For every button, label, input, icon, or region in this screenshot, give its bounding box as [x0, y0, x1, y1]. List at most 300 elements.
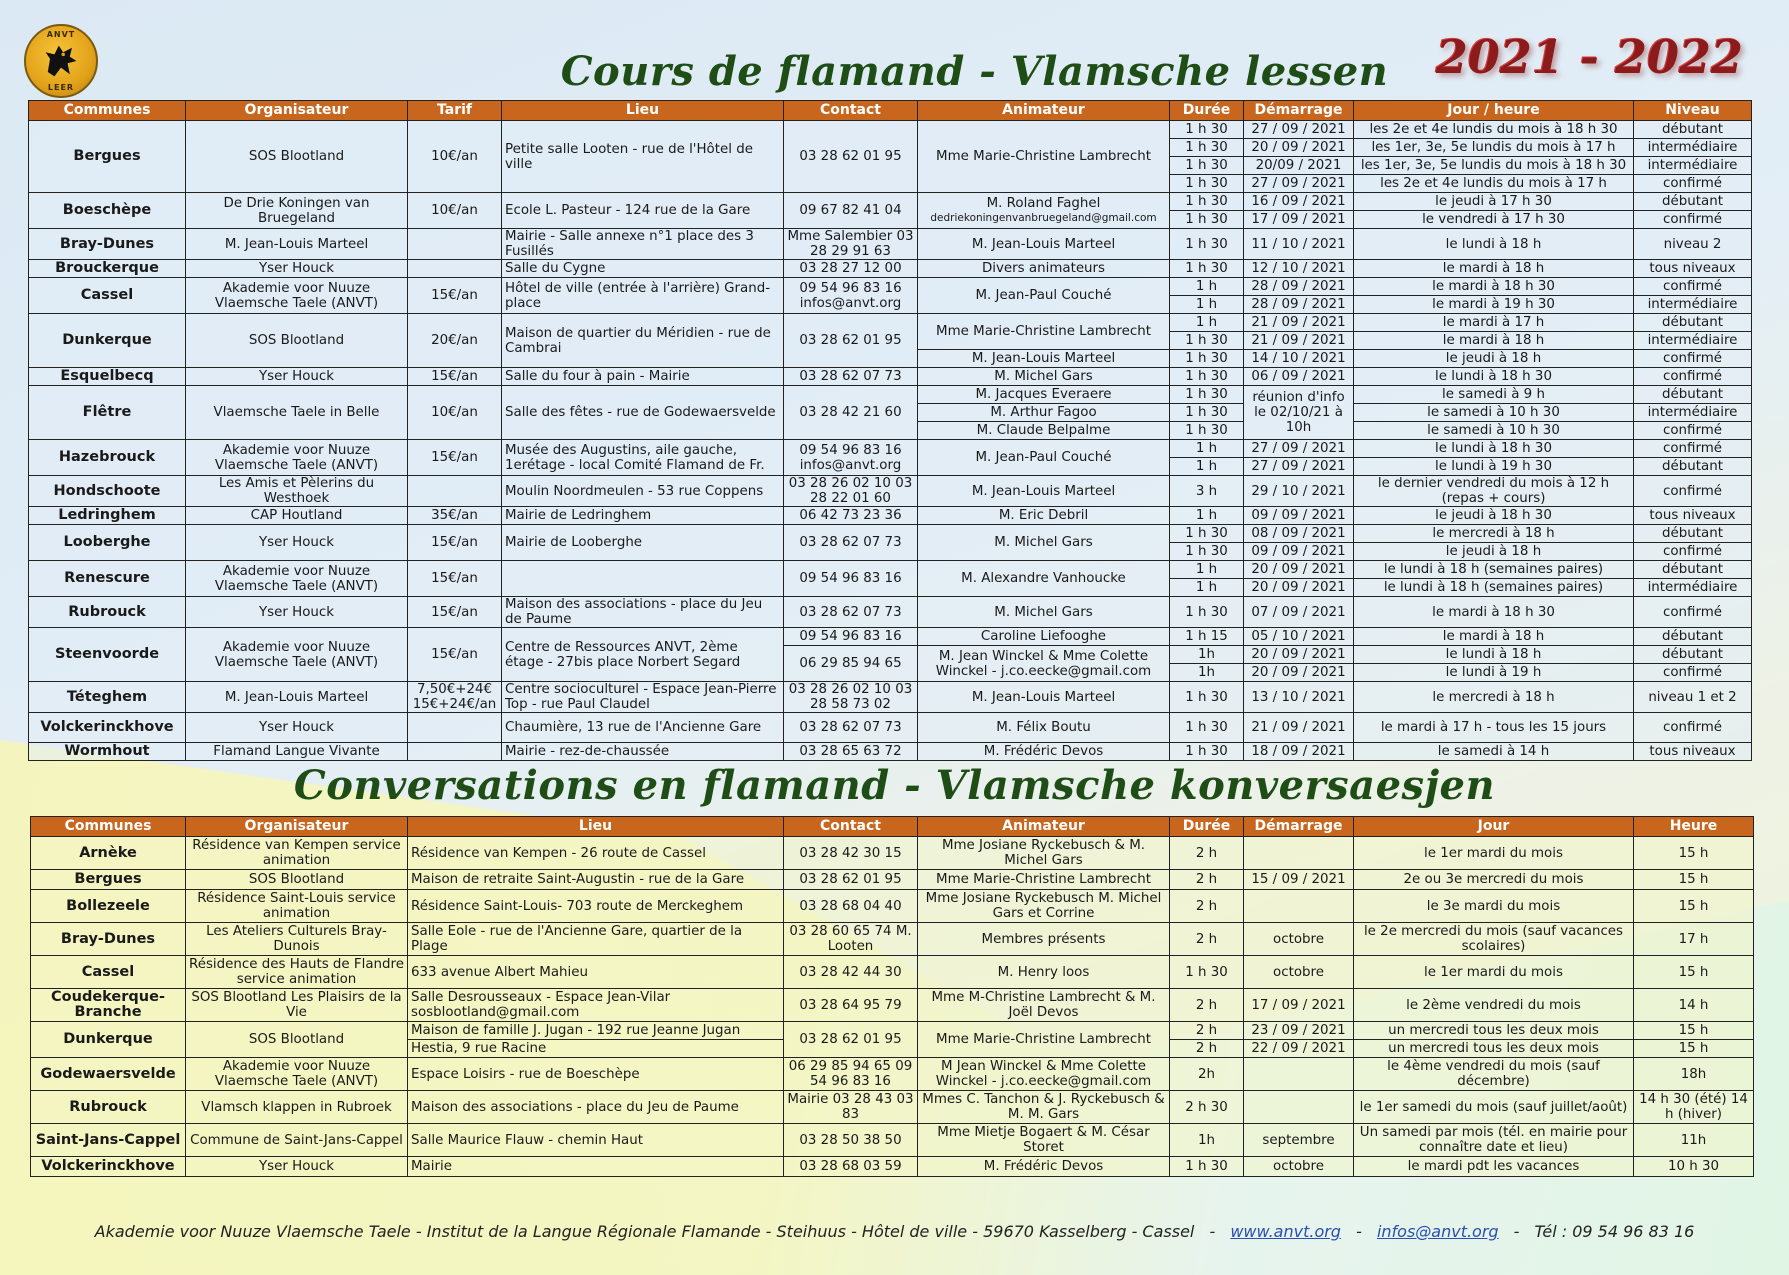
animateur-cell: M. Jean-Louis Marteel [918, 476, 1170, 507]
duree-cell: 1 h [1170, 314, 1244, 332]
commune-cell: Rubrouck [31, 1091, 186, 1124]
organisateur-cell: Akademie voor Nuuze Vlaemsche Taele (ANVT) [186, 628, 408, 682]
niveau-cell: confirmé [1634, 422, 1752, 440]
duree-cell: 1 h 30 [1170, 422, 1244, 440]
jour-cell: le 3e mardi du mois [1354, 890, 1634, 923]
lieu-cell: Mairie - rez-de-chaussée [502, 743, 784, 761]
jour-heure-cell: le mardi à 19 h 30 [1354, 296, 1634, 314]
table-row [29, 507, 1752, 525]
duree-cell: 1 h [1170, 440, 1244, 458]
niveau-cell: niveau 1 et 2 [1634, 682, 1752, 713]
duree-cell: 2 h [1170, 1022, 1244, 1040]
organisateur-cell: Yser Houck [186, 1157, 408, 1177]
jour-heure-cell: le lundi à 18 h (semaines paires) [1354, 561, 1634, 579]
demarrage-cell: 07 / 09 / 2021 [1244, 597, 1354, 628]
niveau-cell: tous niveaux [1634, 260, 1752, 278]
organisateur-cell: Vlamsch klappen in Rubroek [186, 1091, 408, 1124]
contact-cell: 03 28 62 01 95 [784, 870, 918, 890]
niveau-cell: confirmé [1634, 543, 1752, 561]
commune-cell: Hazebrouck [29, 440, 186, 476]
animateur-cell: M. Jean-Louis Marteel [918, 229, 1170, 260]
table-row [31, 1157, 1754, 1177]
duree-cell: 1 h 30 [1170, 229, 1244, 260]
jour-heure-cell: les 2e et 4e lundis du mois à 18 h 30 [1354, 121, 1634, 139]
duree-cell: 1 h 30 [1170, 368, 1244, 386]
commune-cell: Brouckerque [29, 260, 186, 278]
duree-cell: 3 h [1170, 476, 1244, 507]
organisateur-cell: Akademie voor Nuuze Vlaemsche Taele (ANVT) [186, 278, 408, 314]
contact-cell: 03 28 62 01 95 [784, 121, 918, 193]
niveau-cell: débutant [1634, 628, 1752, 646]
table-row [29, 476, 1752, 507]
animateur-cell: Caroline Liefooghe [918, 628, 1170, 646]
lieu-cell: Résidence van Kempen - 26 route de Cassel [408, 837, 784, 870]
demarrage-cell: 17 / 09 / 2021 [1244, 211, 1354, 229]
table-row [29, 278, 1752, 296]
duree-cell: 1 h 30 [1170, 713, 1244, 743]
contact-cell: 09 67 82 41 04 [784, 193, 918, 229]
contact-cell: 03 28 62 01 95 [784, 1022, 918, 1058]
contact-cell: 03 28 60 65 74 M. Looten [784, 923, 918, 956]
niveau-cell: confirmé [1634, 278, 1752, 296]
duree-cell: 1 h 30 [1170, 350, 1244, 368]
jour-cell: le 4ème vendredi du mois (sauf décembre) [1354, 1058, 1634, 1091]
footer-phone: Tél : 09 54 96 83 16 [1534, 1222, 1695, 1241]
demarrage-cell: 20 / 09 / 2021 [1244, 664, 1354, 682]
animateur-cell: Mmes C. Tanchon & J. Ryckebusch & M. M. Gars [918, 1091, 1170, 1124]
tarif-cell [408, 713, 502, 743]
column-header: Durée [1170, 817, 1244, 837]
niveau-cell: confirmé [1634, 597, 1752, 628]
organisateur-cell: Résidence des Hauts de Flandre service animation [186, 956, 408, 989]
duree-cell: 1 h 15 [1170, 628, 1244, 646]
demarrage-cell: 27 / 09 / 2021 [1244, 121, 1354, 139]
tarif-cell: 15€/an [408, 440, 502, 476]
demarrage-cell: 20 / 09 / 2021 [1244, 139, 1354, 157]
niveau-cell: débutant [1634, 458, 1752, 476]
demarrage-cell [1244, 837, 1354, 870]
jour-heure-cell: le jeudi à 18 h 30 [1354, 507, 1634, 525]
table-row [31, 956, 1754, 989]
commune-cell: Flêtre [29, 386, 186, 440]
lieu-cell: Maison des associations - place du Jeu de Paume [408, 1091, 784, 1124]
animateur-cell: M. Michel Gars [918, 368, 1170, 386]
duree-cell: 1 h [1170, 296, 1244, 314]
lieu-cell: Maison de retraite Saint-Augustin - rue de la Gare [408, 870, 784, 890]
organisateur-cell: Résidence van Kempen service animation [186, 837, 408, 870]
table-row [29, 682, 1752, 713]
column-header: Animateur [918, 101, 1170, 121]
jour-cell: le 1er mardi du mois [1354, 956, 1634, 989]
commune-cell: Cassel [29, 278, 186, 314]
contact-cell: 03 28 42 30 15 [784, 837, 918, 870]
contact-cell: 03 28 62 07 73 [784, 713, 918, 743]
heure-cell: 18h [1634, 1058, 1754, 1091]
demarrage-cell: 14 / 10 / 2021 [1244, 350, 1354, 368]
animateur-cell: M. Félix Boutu [918, 713, 1170, 743]
commune-cell: Dunkerque [31, 1022, 186, 1058]
footer-address: Akademie voor Nuuze Vlaemsche Taele - Institut de la Langue Régionale Flamande - Steihuus - Hôtel de ville - 59670 Kasselberg - Cassel [94, 1222, 1195, 1241]
demarrage-cell: 21 / 09 / 2021 [1244, 713, 1354, 743]
niveau-cell: niveau 2 [1634, 229, 1752, 260]
tarif-cell: 10€/an [408, 121, 502, 193]
contact-cell: 09 54 96 83 16 [784, 561, 918, 597]
jour-cell: un mercredi tous les deux mois [1354, 1040, 1634, 1058]
organisateur-cell: Yser Houck [186, 525, 408, 561]
table-row [29, 525, 1752, 543]
heure-cell: 14 h 30 (été) 14 h (hiver) [1634, 1091, 1754, 1124]
animateur-cell: M. Michel Gars [918, 597, 1170, 628]
tarif-cell [408, 476, 502, 507]
column-header: Démarrage [1244, 101, 1354, 121]
email-link[interactable]: infos@anvt.org [1376, 1222, 1499, 1241]
jour-cell: un mercredi tous les deux mois [1354, 1022, 1634, 1040]
organisateur-cell: De Drie Koningen van Bruegeland [186, 193, 408, 229]
animateur-cell: M. Jacques Everaere [918, 386, 1170, 404]
commune-cell: Boeschèpe [29, 193, 186, 229]
niveau-cell: débutant [1634, 121, 1752, 139]
commune-cell: Saint-Jans-Cappel [31, 1124, 186, 1157]
commune-cell: Téteghem [29, 682, 186, 713]
organisateur-cell: Akademie voor Nuuze Vlaemsche Taele (ANVT) [186, 561, 408, 597]
duree-cell: 1 h 30 [1170, 139, 1244, 157]
jour-cell: 2e ou 3e mercredi du mois [1354, 870, 1634, 890]
demarrage-cell: 20 / 09 / 2021 [1244, 561, 1354, 579]
contact-cell: 03 28 65 63 72 [784, 743, 918, 761]
duree-cell: 1 h 30 [1170, 332, 1244, 350]
conversations-table [30, 816, 1754, 1177]
table-row [29, 193, 1752, 211]
column-header: Contact [784, 101, 918, 121]
column-header: Lieu [502, 101, 784, 121]
niveau-cell: débutant [1634, 193, 1752, 211]
commune-cell: Looberghe [29, 525, 186, 561]
lieu-cell: Espace Loisirs - rue de Boeschèpe [408, 1058, 784, 1091]
contact-cell: 03 28 42 21 60 [784, 386, 918, 440]
duree-cell: 2 h [1170, 837, 1244, 870]
lieu-cell: Salle Maurice Flauw - chemin Haut [408, 1124, 784, 1157]
demarrage-cell [1244, 890, 1354, 923]
jour-heure-cell: le lundi à 18 h 30 [1354, 440, 1634, 458]
demarrage-cell: 12 / 10 / 2021 [1244, 260, 1354, 278]
niveau-cell: confirmé [1634, 368, 1752, 386]
niveau-cell: confirmé [1634, 440, 1752, 458]
niveau-cell: confirmé [1634, 350, 1752, 368]
duree-cell: 1h [1170, 664, 1244, 682]
table-row [29, 743, 1752, 761]
animateur-cell: M Jean Winckel & Mme Colette Winckel - j.co.eecke@gmail.com [918, 1058, 1170, 1091]
demarrage-cell [1244, 1091, 1354, 1124]
tarif-cell: 15€/an [408, 278, 502, 314]
tarif-cell: 10€/an [408, 193, 502, 229]
lieu-cell: Moulin Noordmeulen - 53 rue Coppens [502, 476, 784, 507]
table-row [29, 386, 1752, 404]
niveau-cell: tous niveaux [1634, 507, 1752, 525]
organisateur-cell: SOS Blootland Les Plaisirs de la Vie [186, 989, 408, 1022]
lieu-cell: Ecole L. Pasteur - 124 rue de la Gare [502, 193, 784, 229]
jour-heure-cell: le lundi à 19 h 30 [1354, 458, 1634, 476]
lieu-cell: Mairie [408, 1157, 784, 1177]
duree-cell: 1 h 30 [1170, 193, 1244, 211]
commune-cell: Bray-Dunes [29, 229, 186, 260]
jour-cell: le 2e mercredi du mois (sauf vacances scolaires) [1354, 923, 1634, 956]
column-header: Organisateur [186, 101, 408, 121]
tarif-cell: 15€/an [408, 628, 502, 682]
demarrage-cell: 11 / 10 / 2021 [1244, 229, 1354, 260]
contact-cell: 06 42 73 23 36 [784, 507, 918, 525]
jour-heure-cell: les 1er, 3e, 5e lundis du mois à 17 h [1354, 139, 1634, 157]
jour-heure-cell: le lundi à 18 h 30 [1354, 368, 1634, 386]
jour-heure-cell: le jeudi à 18 h [1354, 350, 1634, 368]
duree-cell: 1 h [1170, 561, 1244, 579]
demarrage-cell: 20/09 / 2021 [1244, 157, 1354, 175]
animateur-cell: Mme Josiane Ryckebusch & M. Michel Gars [918, 837, 1170, 870]
commune-cell: Volckerinckhove [31, 1157, 186, 1177]
niveau-cell: confirmé [1634, 211, 1752, 229]
demarrage-cell: septembre [1244, 1124, 1354, 1157]
commune-cell: Esquelbecq [29, 368, 186, 386]
demarrage-cell: 16 / 09 / 2021 [1244, 193, 1354, 211]
website-link[interactable]: www.anvt.org [1230, 1222, 1341, 1241]
lieu-cell: Mairie - Salle annexe n°1 place des 3 Fusillés [502, 229, 784, 260]
animateur-cell: Divers animateurs [918, 260, 1170, 278]
jour-heure-cell: le samedi à 9 h [1354, 386, 1634, 404]
animateur-cell: M. Jean-Paul Couché [918, 440, 1170, 476]
heure-cell: 15 h [1634, 870, 1754, 890]
heure-cell: 15 h [1634, 890, 1754, 923]
lieu-cell: Mairie de Ledringhem [502, 507, 784, 525]
jour-heure-cell: les 1er, 3e, 5e lundis du mois à 18 h 30 [1354, 157, 1634, 175]
jour-cell: Un samedi par mois (tél. en mairie pour connaître date et lieu) [1354, 1124, 1634, 1157]
duree-cell: 1h [1170, 1124, 1244, 1157]
niveau-cell: confirmé [1634, 713, 1752, 743]
contact-cell: 09 54 96 83 16 infos@anvt.org [784, 440, 918, 476]
demarrage-cell: 28 / 09 / 2021 [1244, 278, 1354, 296]
niveau-cell: débutant [1634, 386, 1752, 404]
commune-cell: Bollezeele [31, 890, 186, 923]
demarrage-cell: 13 / 10 / 2021 [1244, 682, 1354, 713]
column-header: Heure [1634, 817, 1754, 837]
duree-cell: 2 h [1170, 989, 1244, 1022]
school-year: 2021 - 2022 [1435, 30, 1743, 84]
organisateur-cell: Commune de Saint-Jans-Cappel [186, 1124, 408, 1157]
demarrage-cell: octobre [1244, 923, 1354, 956]
table-row [31, 989, 1754, 1022]
table-row [29, 628, 1752, 646]
demarrage-cell: 05 / 10 / 2021 [1244, 628, 1354, 646]
lieu-cell: Salle des fêtes - rue de Godewaersvelde [502, 386, 784, 440]
commune-cell: Wormhout [29, 743, 186, 761]
demarrage-cell: 27 / 09 / 2021 [1244, 458, 1354, 476]
commune-cell: Bergues [31, 870, 186, 890]
jour-cell: le 2ème vendredi du mois [1354, 989, 1634, 1022]
niveau-cell: intermédiaire [1634, 296, 1752, 314]
contact-cell: 03 28 50 38 50 [784, 1124, 918, 1157]
contact-cell: Mme Salembier 03 28 29 91 63 [784, 229, 918, 260]
niveau-cell: intermédiaire [1634, 157, 1752, 175]
animateur-cell: Mme Marie-Christine Lambrecht [918, 121, 1170, 193]
lieu-cell: Petite salle Looten - rue de l'Hôtel de ville [502, 121, 784, 193]
jour-heure-cell: le samedi à 10 h 30 [1354, 422, 1634, 440]
organisateur-cell: Flamand Langue Vivante [186, 743, 408, 761]
commune-cell: Rubrouck [29, 597, 186, 628]
duree-cell: 1 h 30 [1170, 175, 1244, 193]
duree-cell: 1 h [1170, 507, 1244, 525]
organisateur-cell: Yser Houck [186, 597, 408, 628]
contact-cell: 03 28 26 02 10 03 28 58 73 02 [784, 682, 918, 713]
animateur-cell: Mme M-Christine Lambrecht & M. Joël Devos [918, 989, 1170, 1022]
demarrage-cell: 08 / 09 / 2021 [1244, 525, 1354, 543]
demarrage-cell: 27 / 09 / 2021 [1244, 175, 1354, 193]
demarrage-cell: 22 / 09 / 2021 [1244, 1040, 1354, 1058]
contact-cell: 03 28 68 03 59 [784, 1157, 918, 1177]
jour-heure-cell: les 2e et 4e lundis du mois à 17 h [1354, 175, 1634, 193]
demarrage-cell: octobre [1244, 1157, 1354, 1177]
heure-cell: 15 h [1634, 1040, 1754, 1058]
niveau-cell: intermédiaire [1634, 332, 1752, 350]
tarif-cell: 15€/an [408, 525, 502, 561]
demarrage-cell: 23 / 09 / 2021 [1244, 1022, 1354, 1040]
jour-heure-cell: le jeudi à 17 h 30 [1354, 193, 1634, 211]
animateur-cell: Mme Mietje Bogaert & M. César Storet [918, 1124, 1170, 1157]
jour-cell: le mardi pdt les vacances [1354, 1157, 1634, 1177]
commune-cell: Bray-Dunes [31, 923, 186, 956]
heure-cell: 15 h [1634, 837, 1754, 870]
niveau-cell: tous niveaux [1634, 743, 1752, 761]
commune-cell: Hondschoote [29, 476, 186, 507]
table-row [31, 1058, 1754, 1091]
jour-heure-cell: le mardi à 17 h [1354, 314, 1634, 332]
commune-cell: Volckerinckhove [29, 713, 186, 743]
organisateur-cell: Akademie voor Nuuze Vlaemsche Taele (ANVT) [186, 1058, 408, 1091]
column-header: Animateur [918, 817, 1170, 837]
duree-cell: 2 h [1170, 923, 1244, 956]
niveau-cell: confirmé [1634, 664, 1752, 682]
animateur-cell: M. Jean-Louis Marteel [918, 682, 1170, 713]
niveau-cell: débutant [1634, 525, 1752, 543]
jour-heure-cell: le mardi à 18 h [1354, 260, 1634, 278]
jour-heure-cell: le mercredi à 18 h [1354, 682, 1634, 713]
courses-table [28, 100, 1752, 761]
organisateur-cell: SOS Blootland [186, 870, 408, 890]
heure-cell: 14 h [1634, 989, 1754, 1022]
jour-heure-cell: le lundi à 18 h (semaines paires) [1354, 579, 1634, 597]
demarrage-cell: 15 / 09 / 2021 [1244, 870, 1354, 890]
organisateur-cell: Vlaemsche Taele in Belle [186, 386, 408, 440]
table-row [31, 1091, 1754, 1124]
demarrage-cell: 29 / 10 / 2021 [1244, 476, 1354, 507]
contact-cell: 03 28 27 12 00 [784, 260, 918, 278]
jour-heure-cell: le vendredi à 17 h 30 [1354, 211, 1634, 229]
heure-cell: 10 h 30 [1634, 1157, 1754, 1177]
jour-heure-cell: le lundi à 18 h [1354, 646, 1634, 664]
contact-cell: 03 28 62 01 95 [784, 314, 918, 368]
contact-cell: 03 28 68 04 40 [784, 890, 918, 923]
lieu-cell: Résidence Saint-Louis- 703 route de Merckeghem [408, 890, 784, 923]
table-row [29, 368, 1752, 386]
animateur-cell: M. Jean-Louis Marteel [918, 350, 1170, 368]
niveau-cell: confirmé [1634, 175, 1752, 193]
duree-cell: 1 h [1170, 458, 1244, 476]
courses-header-row [29, 101, 1752, 121]
lieu-cell [502, 561, 784, 597]
organisateur-cell: Akademie voor Nuuze Vlaemsche Taele (ANVT) [186, 440, 408, 476]
column-header: Niveau [1634, 101, 1752, 121]
organisateur-cell: SOS Blootland [186, 1022, 408, 1058]
commune-cell: Dunkerque [29, 314, 186, 368]
jour-heure-cell: le lundi à 19 h [1354, 664, 1634, 682]
table-row [31, 923, 1754, 956]
column-header: Jour / heure [1354, 101, 1634, 121]
niveau-cell: débutant [1634, 646, 1752, 664]
jour-heure-cell: le dernier vendredi du mois à 12 h (repas + cours) [1354, 476, 1634, 507]
table-row [29, 597, 1752, 628]
duree-cell: 1h [1170, 646, 1244, 664]
demarrage-cell: 28 / 09 / 2021 [1244, 296, 1354, 314]
lieu-cell: Maison de quartier du Méridien - rue de Cambrai [502, 314, 784, 368]
demarrage-cell: 21 / 09 / 2021 [1244, 314, 1354, 332]
contact-cell: 03 28 62 07 73 [784, 368, 918, 386]
jour-heure-cell: le mercredi à 18 h [1354, 525, 1634, 543]
duree-cell: 1 h 30 [1170, 157, 1244, 175]
animateur-cell: M. Roland Faghel dedriekoningenvanbruegeland@gmail.com [918, 193, 1170, 229]
demarrage-cell: 18 / 09 / 2021 [1244, 743, 1354, 761]
animateur-cell: M. Henry loos [918, 956, 1170, 989]
duree-cell: 1 h [1170, 579, 1244, 597]
tarif-cell [408, 743, 502, 761]
tarif-cell [408, 260, 502, 278]
organisateur-cell: Yser Houck [186, 713, 408, 743]
demarrage-cell: réunion d'info le 02/10/21 à 10h [1244, 386, 1354, 440]
animateur-cell: Mme Josiane Ryckebusch M. Michel Gars et Corrine [918, 890, 1170, 923]
demarrage-cell: 06 / 09 / 2021 [1244, 368, 1354, 386]
animateur-cell: M. Jean Winckel & Mme Colette Winckel - j.co.eecke@gmail.com [918, 646, 1170, 682]
duree-cell: 1 h 30 [1170, 404, 1244, 422]
lieu-cell: Maison de famille J. Jugan - 192 rue Jeanne Jugan [408, 1022, 784, 1040]
demarrage-cell: 20 / 09 / 2021 [1244, 646, 1354, 664]
heure-cell: 15 h [1634, 956, 1754, 989]
table-row [31, 1022, 1754, 1040]
organisateur-cell: CAP Houtland [186, 507, 408, 525]
table-row [29, 440, 1752, 458]
lieu-cell: Salle Eole - rue de l'Ancienne Gare, quartier de la Plage [408, 923, 784, 956]
jour-heure-cell: le mardi à 17 h - tous les 15 jours [1354, 713, 1634, 743]
lieu-cell: Salle du four à pain - Mairie [502, 368, 784, 386]
lieu-cell: Chaumière, 13 rue de l'Ancienne Gare [502, 713, 784, 743]
commune-cell: Cassel [31, 956, 186, 989]
tarif-cell [408, 229, 502, 260]
heure-cell: 15 h [1634, 1022, 1754, 1040]
niveau-cell: intermédiaire [1634, 579, 1752, 597]
column-header: Durée [1170, 101, 1244, 121]
lieu-cell: Mairie de Looberghe [502, 525, 784, 561]
commune-cell: Renescure [29, 561, 186, 597]
niveau-cell: intermédiaire [1634, 139, 1752, 157]
duree-cell: 1 h 30 [1170, 682, 1244, 713]
animateur-cell: Membres présents [918, 923, 1170, 956]
table-row [29, 561, 1752, 579]
demarrage-cell: octobre [1244, 956, 1354, 989]
demarrage-cell: 09 / 09 / 2021 [1244, 543, 1354, 561]
duree-cell: 1 h 30 [1170, 1157, 1244, 1177]
jour-cell: le 1er mardi du mois [1354, 837, 1634, 870]
logo-text-bottom: LEER [47, 83, 75, 92]
duree-cell: 1 h 30 [1170, 260, 1244, 278]
demarrage-cell: 20 / 09 / 2021 [1244, 579, 1354, 597]
column-header: Contact [784, 817, 918, 837]
commune-cell: Godewaersvelde [31, 1058, 186, 1091]
contact-cell: 06 29 85 94 65 [784, 646, 918, 682]
